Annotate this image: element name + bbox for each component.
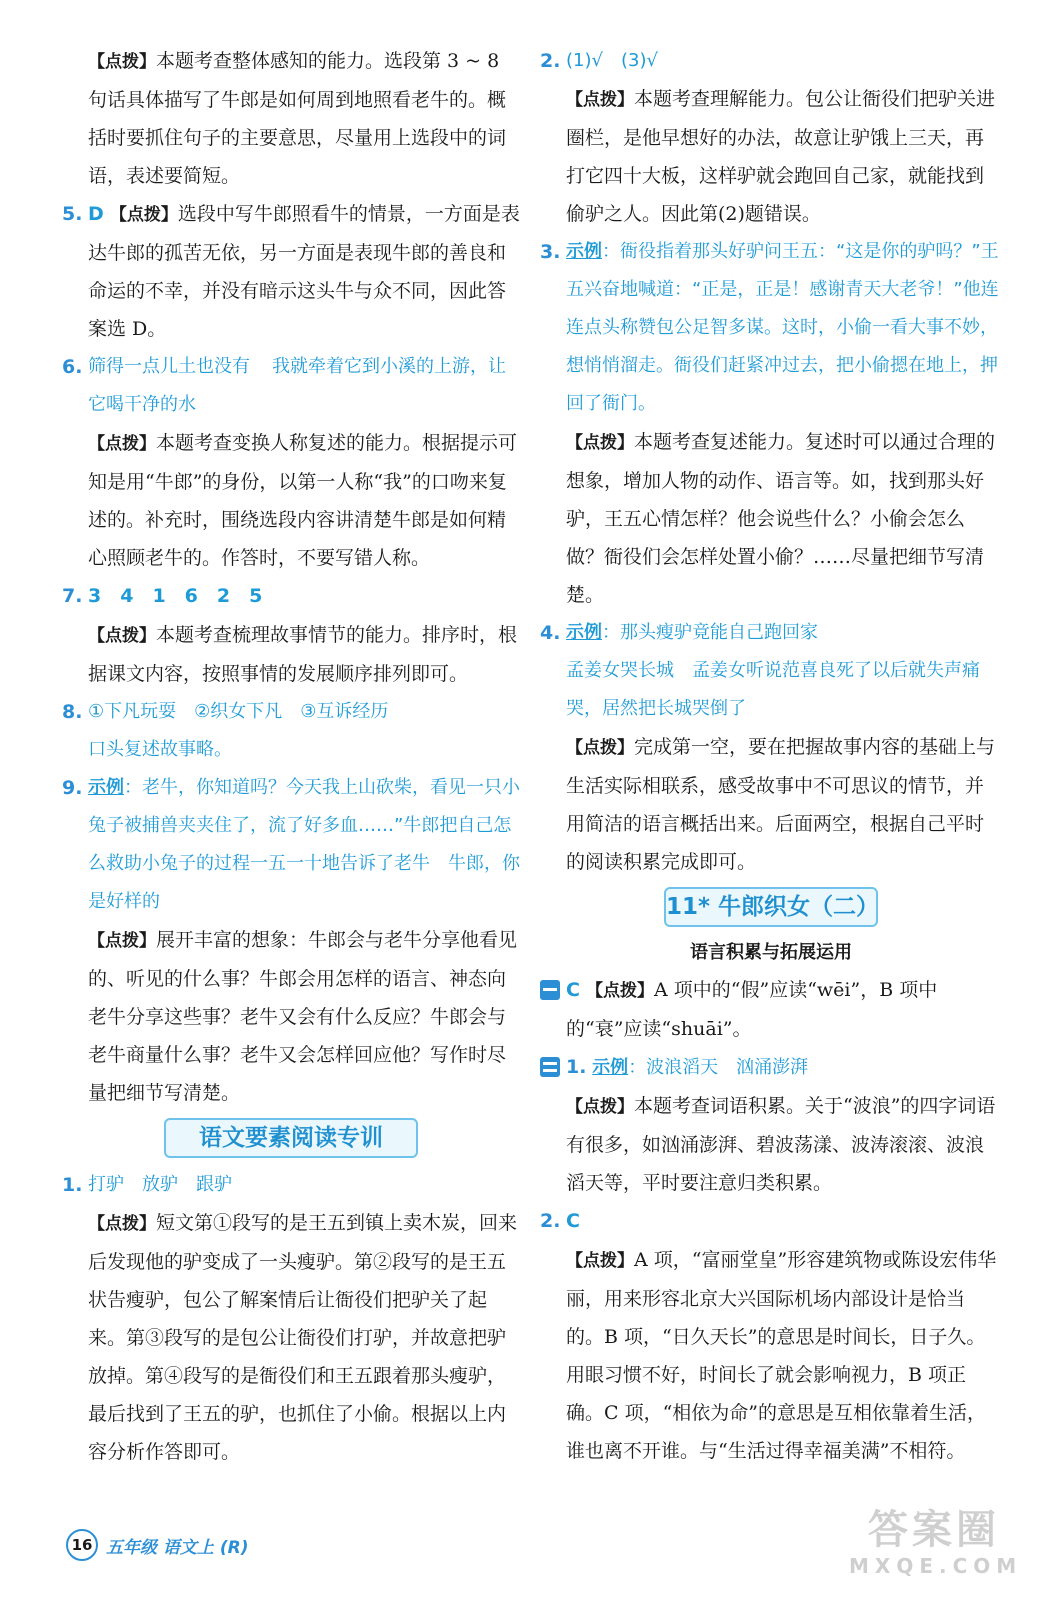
reading-question-3 (540, 233, 1002, 614)
section-1-question (540, 971, 1002, 1048)
hint-text: 本题考查理解能力。包公让衙役们把驴关进圈栏，是他早想好的办法，故意让驴饿上三天，再打它四十大板，这样驴就会跑回自己家，就能找到偷驴之人。因此第(2)题错误。 (566, 88, 996, 225)
hint-tag: 【点拨】 (88, 52, 156, 72)
hint-text: 本题考查词语积累。关于“波浪”的四字词语有很多，如汹涌澎湃、碧波荡漾、波涛滚滚、波浪滔天等，平时要注意归类积累。 (566, 1095, 996, 1194)
right-column (540, 42, 1002, 1470)
answer: D (88, 203, 104, 225)
question-8 (62, 693, 520, 769)
question-number: 6. (62, 356, 83, 378)
question-number: 5. (62, 203, 83, 225)
hint-tag: 【点拨】 (88, 434, 156, 454)
hint-text: 本题考查梳理故事情节的能力。排序时，根据课文内容，按照事情的发展顺序排列即可。 (88, 624, 518, 685)
answer: 3 4 1 6 2 5 (88, 585, 263, 607)
answer-2: 口头复述故事略。 (88, 739, 232, 760)
watermark-line-1: 答案圈 (868, 1507, 1000, 1553)
question-number: 3. (540, 241, 561, 263)
answer: ①下凡玩耍 ②织女下凡 ③互诉经历 (88, 701, 389, 722)
section-one-icon (540, 980, 560, 1000)
hint-text: 本题考查整体感知的能力。选段第 3 ~ 8 句话具体描写了牛郎是如何周到地照看老牛的。概括时要抓住句子的主要意思，尽量用上选段中的词语，表述要简短。 (88, 50, 507, 187)
hint-tag: 【点拨】 (566, 1097, 634, 1117)
section-two-icon (540, 1057, 560, 1077)
question-number: 8. (62, 701, 83, 723)
section-banner-reading: 语文要素阅读专训 (164, 1118, 418, 1158)
hint-tag: 【点拨】 (586, 981, 654, 1001)
hint-tag: 【点拨】 (109, 205, 178, 225)
answer: (1)√ (3)√ (566, 50, 658, 71)
page-number: 16 (66, 1529, 98, 1561)
question-6 (62, 348, 520, 577)
question-number: 2. (540, 50, 561, 72)
watermark (849, 1506, 1023, 1586)
answer: ：老牛，你知道吗？今天我上山砍柴，看见一只小兔子被捕兽夹夹住了，流了好多血……”牛郎把自己怎么救助小兔子的过程一五一十地告诉了老牛 牛郎，你是好样的 (88, 777, 520, 912)
hint-text: 本题考查变换人称复述的能力。根据提示可知是用“牛郎”的身份，以第一人称“我”的口吻来复述的。补充时，围绕选段内容讲清楚牛郎是如何精心照顾老牛的。作答时，不要写错人称。 (88, 432, 518, 569)
question-number: 4. (540, 622, 561, 644)
example-label: 示例 (592, 1057, 629, 1078)
example-label: 示例 (566, 622, 602, 643)
hint-text: 完成第一空，要在把握故事内容的基础上与生活实际相联系，感受故事中不可思议的情节，并用简洁的语言概括出来。后面两空，根据自己平时的阅读积累完成即可。 (566, 736, 996, 873)
answer: ：衙役指着那头好驴问王五：“这是你的驴吗？”王五兴奋地喊道：“正是，正是！感谢青天大老爷！”他连连点头称赞包公足智多谋。这时，小偷一看大事不妙，想悄悄溜走。衙役们赶紧冲过去，把小偷摁在地上，押回了衙门。 (566, 241, 999, 414)
answer: C (566, 979, 580, 1001)
hint-text: A 项，“富丽堂皇”形容建筑物或陈设宏伟华丽，用来形容北京大兴国际机场内部设计是恰当的。B 项，“日久天长”的意思是时间长，日子久。用眼习惯不好，时间长了就会影响视力，B 项正确。C 项，“相依为命”的意思是互相依靠着生活，谁也离不开谁。与“生活过得幸福美满”不相符。 (566, 1249, 997, 1462)
hint-text: 展开丰富的想象：牛郎会与老牛分享他看见的、听见的什么事？牛郎会用怎样的语言、神态向老牛分享这些事？老牛又会有什么反应？牛郎会与老牛商量什么事？老牛又会怎样回应他？写作时尽量把细节写清楚。 (88, 929, 518, 1104)
hint-text: 本题考查复述能力。复述时可以通过合理的想象，增加人物的动作、语言等。如，找到那头好驴，王五心情怎样？他会说些什么？小偷会怎么做？衙役们会怎样处置小偷？……尽量把细节写清楚。 (566, 431, 996, 606)
answer-2: 孟姜女哭长城 孟姜女听说范喜良死了以后就失声痛哭，居然把长城哭倒了 (566, 660, 980, 719)
answer: ：波浪滔天 汹涌澎湃 (628, 1057, 809, 1078)
question-5 (62, 195, 520, 348)
hint-text: 选段中写牛郎照看牛的情景，一方面是表达牛郎的孤苦无依，另一方面是表现牛郎的善良和命运的不幸，并没有暗示这头牛与众不同，因此答案选 D。 (88, 203, 520, 340)
question-4-explanation (62, 42, 520, 195)
page-footer (66, 1528, 248, 1562)
section-subheading: 语言积累与拓展运用 (690, 942, 852, 963)
left-column (62, 42, 520, 1471)
reading-question-1 (62, 1166, 520, 1471)
question-number: 2. (540, 1210, 561, 1232)
question-number: 9. (62, 777, 83, 799)
section-2-question-2 (540, 1202, 1002, 1470)
hint-tag: 【点拨】 (88, 626, 156, 646)
section-2-question-1 (540, 1048, 1002, 1202)
question-number: 1. (62, 1174, 83, 1196)
question-number: 7. (62, 585, 83, 607)
reading-question-2 (540, 42, 1002, 233)
lesson-banner: 11* 牛郎织女（二） (664, 887, 878, 927)
footer-book-label: 五年级 语文上 (R) (106, 1537, 249, 1558)
hint-tag: 【点拨】 (566, 90, 634, 110)
example-label: 示例 (88, 777, 124, 798)
hint-tag: 【点拨】 (88, 931, 156, 951)
watermark-line-2: MXQE.COM (849, 1554, 1023, 1578)
answer-b: 我就牵着它到小溪的上游，让它喝干净的水 (88, 356, 506, 415)
question-7 (62, 577, 520, 693)
question-9 (62, 769, 520, 1112)
hint-tag: 【点拨】 (88, 1214, 156, 1234)
hint-text: 短文第①段写的是王五到镇上卖木炭，回来后发现他的驴变成了一头瘦驴。第②段写的是王五状告瘦驴，包公了解案情后让衙役们把驴关了起来。第③段写的是包公让衙役们打驴，并故意把驴放掉。第④段写的是衙役们和王五跟着那头瘦驴，最后找到了王五的驴，也抓住了小偷。根据以上内容分析作答即可。 (88, 1212, 518, 1463)
answer: ：那头瘦驴竟能自己跑回家 (602, 622, 818, 643)
hint-tag: 【点拨】 (566, 1251, 634, 1271)
answer: C (566, 1210, 580, 1232)
hint-text: A 项中的“假”应读“wēi”，B 项中的“衰”应读“shuāi”。 (566, 979, 938, 1040)
hint-tag: 【点拨】 (566, 433, 634, 453)
question-number: 1. (566, 1056, 587, 1078)
hint-tag: 【点拨】 (566, 738, 634, 758)
answer-a: 筛得一点儿土也没有 (88, 356, 250, 377)
example-label: 示例 (566, 241, 602, 262)
answer: 打驴 放驴 跟驴 (88, 1174, 232, 1195)
reading-question-4 (540, 614, 1002, 881)
